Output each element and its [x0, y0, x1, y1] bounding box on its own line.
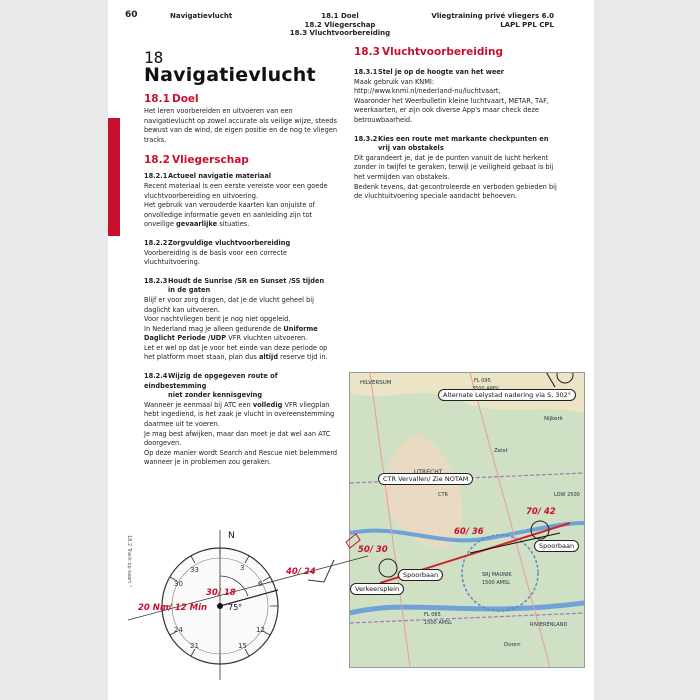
angle-label-50-30: 50/ 30 [358, 545, 388, 555]
map-label: CTR [438, 492, 449, 498]
heading-18-3-2: 18.3.2Kies een route met markante checkpunten en vrij van obstakels [354, 134, 549, 153]
compass-angle-label: 75° [228, 603, 243, 612]
page [108, 0, 594, 700]
chapter-title: Navigatievlucht [144, 64, 316, 86]
paragraph: Bedenk tevens, dat gecontroleerde en verboden gebieden bij de vluchtuitvoering speciale aandacht behoeven. [354, 182, 557, 201]
running-header-sections: 18.1 Doel 18.2 Vliegerschap 18.3 Vluchtvoorbereiding [289, 12, 391, 37]
heading-18-3-1: 18.3.1Stel je op de hoogte van het weer [354, 68, 505, 76]
map-label: FL 095 [474, 378, 491, 384]
compass-tick-label: 3 [240, 564, 245, 572]
angle-label-30-18: 30/ 18 [206, 588, 236, 598]
map-label: Nijkerk [544, 416, 563, 422]
map-label: SRJ MAUNIK [482, 572, 512, 578]
compass-tick-label: 12 [256, 626, 265, 634]
paragraph: Voorbereiding is de basis voor een correcte vluchtuitvoering. [144, 248, 287, 267]
map-label: HILVERSUM [360, 380, 392, 386]
compass-tick-label: 6 [258, 580, 263, 588]
angle-label-40-24: 40/ 24 [286, 567, 316, 577]
paragraph: Recent materiaal is een eerste vereiste voor een goede vluchtvoorbereiding en uitvoering. [144, 181, 328, 200]
map-label: RIVIERENLAND [530, 622, 568, 628]
right-column [354, 46, 559, 202]
paragraph: Maak gebruik van KNMI: [354, 77, 435, 86]
paragraph: In Nederland mag je alleen gedurende de Uniforme Daglicht Periode /UDP VFR vluchten uitvoeren. [144, 324, 318, 343]
map-label: 1500 AMSL [424, 620, 453, 626]
angle-label-20-12: 20 Nm/ 12 Min [138, 603, 208, 613]
compass-north-label: N [228, 531, 235, 541]
paragraph: Je mag best afwijken, maar dan moet je dat wel aan ATC doorgeven. [144, 429, 331, 448]
knmi-link[interactable]: http://www.knmi.nl/nederland-nu/luchtvaart, [354, 87, 501, 96]
map-label: 1500 AMSL [482, 580, 511, 586]
chapter-number: 18 [144, 48, 164, 67]
compass-tick-label: 15 [238, 642, 247, 650]
page-number: 60 [125, 10, 138, 20]
map-label: LOW 2500 [554, 492, 580, 498]
heading-18-1: 18.1 Doel [144, 93, 199, 105]
callout-spoorbaan-west: Spoorbaan [398, 569, 443, 581]
paragraph: Op deze manier wordt Search and Rescue niet belemmerd wanneer je in problemen zou geraken. [144, 448, 338, 467]
paragraph: Blijf er voor zorg dragen, dat je de vlucht geheel bij daglicht kan uitvoeren. [144, 295, 314, 314]
heading-18-2-2: 18.2.2Zorgvuldige vluchtvoorbereiding [144, 238, 291, 247]
map-label: FL 065 [424, 612, 441, 618]
map-label: Doorn [504, 642, 521, 648]
callout-alternate: Alternate Lelystad nadering via S, 302° [438, 389, 576, 401]
paragraph-doel: Het leren voorbereiden en uitvoeren van een navigatievlucht op zowel accurate als veilige wijze, steeds bewust van de wind, de eigen positie en de nog te vliegen tracks. [144, 107, 338, 144]
running-header-book: Vliegtraining privé vliegers 6.0 LAPL PPL CPL [431, 12, 554, 29]
left-column [144, 93, 339, 468]
heading-18-3: 18.3 Vluchtvoorbereiding [354, 46, 504, 58]
paragraph: Het gebruik van verouderde kaarten kan onjuiste of onvolledige informatie geven en aanleiding zijn tot onveilige gevaarlijke situaties. [144, 201, 315, 229]
compass-tick-label: 33 [190, 566, 199, 574]
paragraph: Voor nachtvliegen bent je nog niet opgeleid. [144, 315, 291, 324]
compass-tick-label: 21 [190, 642, 199, 650]
paragraph: Let er wel op dat je voor het einde van deze periode op het platform moet staan, plan dus altijd reserve tijd in. [144, 343, 328, 362]
callout-verkeersplein: Verkeersplein [350, 583, 404, 595]
heading-18-2: 18.2 Vliegerschap [144, 154, 249, 167]
figure-side-caption: 18.2 Track op kaart ° [126, 535, 132, 588]
compass-tick-label: 30 [174, 580, 183, 588]
angle-label-60-36: 60/ 36 [454, 527, 484, 537]
callout-spoorbaan-east: Spoorbaan [534, 540, 579, 552]
heading-18-2-1: 18.2.1Actueel navigatie materiaal [144, 172, 272, 181]
paragraph: Wanneer je eenmaal bij ATC een volledig VFR vliegplan hebt ingediend, is het zaak je vlucht in overeenstemming daarmee uit te voeren. [144, 400, 335, 429]
side-tab-label: 18 Navigatievlucht [201, 128, 209, 195]
heading-18-2-3: 18.2.3Houdt de Sunrise /SR en Sunset /SS tijden in de gaten [144, 276, 325, 295]
heading-18-2-4: 18.2.4Wijzig de opgegeven route of eindbestemming niet zonder kennisgeving [144, 372, 278, 400]
aeronautical-chart-map [349, 372, 585, 668]
callout-ctr: CTR Vervallen/ Zie NOTAM [378, 473, 473, 485]
compass-tick-label: 24 [174, 626, 183, 634]
angle-label-70-42: 70/ 42 [526, 507, 556, 517]
paragraph: Dit garandeert je, dat je de punten vanuit de lucht herkent zonder in twijfel te geraken, terwijl je veiligheid gebaat is bij het vermijden van obstakels. [354, 153, 554, 181]
running-header-title: Navigatievlucht [170, 12, 233, 20]
map-label: Zeist [494, 448, 508, 454]
paragraph: Waaronder het Weerbulletin kleine luchtvaart, METAR, TAF, weerkaarten, er zijn ook diverse App's maar check deze betrouwbaarheid. [354, 96, 549, 124]
